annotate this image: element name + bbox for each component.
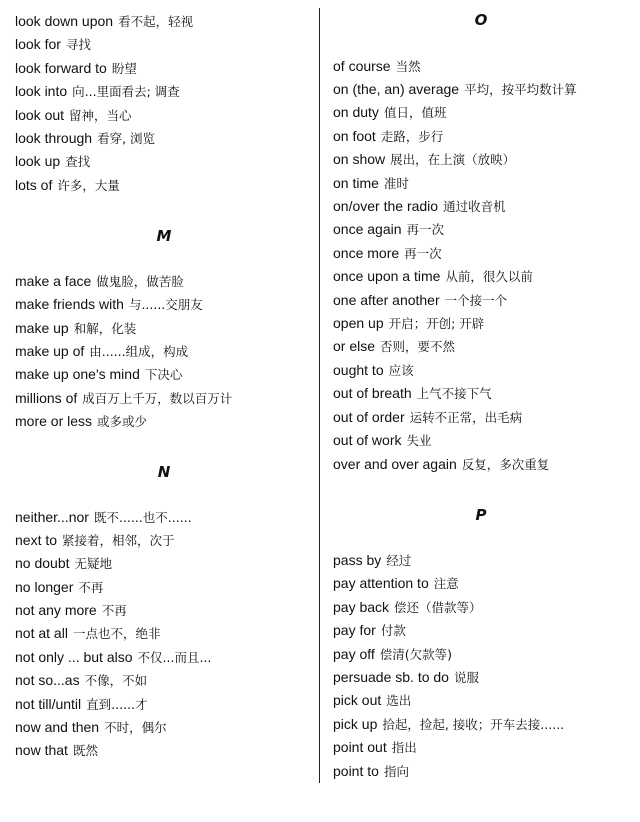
phrase-english: point to <box>333 763 379 779</box>
phrase-chinese: 运转不正常，出毛病 <box>409 410 523 425</box>
phrase-entry <box>333 551 411 570</box>
phrase-entry <box>333 267 533 286</box>
phrase-chinese: 许多，大量 <box>57 178 120 193</box>
phrase-entry <box>15 741 98 760</box>
phrase-chinese: 通过收音机 <box>443 199 506 214</box>
phrase-chinese: 走路，步行 <box>380 129 444 144</box>
phrase-english: on time <box>333 175 379 191</box>
phrase-chinese: 由......组成，构成 <box>89 344 189 359</box>
phrase-chinese: 再一次 <box>406 222 445 237</box>
phrase-english: one after another <box>333 292 440 308</box>
phrase-english: on (the, an) average <box>333 81 460 97</box>
phrase-chinese: 不再 <box>101 603 127 618</box>
phrase-chinese: 一点也不，绝非 <box>72 626 161 641</box>
phrase-entry <box>333 668 479 687</box>
phrase-chinese: 反复，多次重复 <box>461 457 550 472</box>
phrase-chinese: 寻找 <box>65 37 91 52</box>
phrase-chinese: 选出 <box>386 693 412 708</box>
phrase-entry <box>15 82 180 101</box>
phrase-english: pass by <box>333 552 382 568</box>
phrase-entry <box>15 648 211 667</box>
phrase-english: on/over the radio <box>333 198 439 214</box>
section-letter-m: M <box>156 227 172 245</box>
phrase-entry <box>333 174 409 193</box>
phrase-chinese: 说服 <box>453 670 479 685</box>
phrase-entry <box>15 59 137 78</box>
phrase-chinese: 付款 <box>380 623 406 638</box>
phrase-english: now that <box>15 742 68 758</box>
phrase-chinese: 查找 <box>65 154 91 169</box>
phrase-entry <box>333 431 432 450</box>
phrase-entry <box>15 272 184 291</box>
phrase-chinese: 不时，偶尔 <box>104 720 167 735</box>
phrase-english: make friends with <box>15 296 124 312</box>
phrase-chinese: 或多或少 <box>97 414 148 429</box>
phrase-entry <box>333 220 444 239</box>
phrase-chinese: 准时 <box>383 176 409 191</box>
phrase-chinese: 偿还（借款等） <box>394 600 482 615</box>
phrase-chinese: 指向 <box>383 764 409 779</box>
phrase-english: not till/until <box>15 696 82 712</box>
phrase-chinese: 不仅...而且... <box>137 650 212 665</box>
phrase-english: neither...nor <box>15 509 89 525</box>
phrase-entry <box>333 197 506 216</box>
phrase-english: pay for <box>333 622 376 638</box>
phrase-entry <box>333 691 411 710</box>
phrase-entry <box>15 319 136 338</box>
phrase-entry <box>333 762 409 781</box>
section-letter-p: P <box>475 506 487 524</box>
phrase-entry <box>333 384 492 403</box>
section-letter-o: O <box>474 11 488 29</box>
phrase-entry <box>15 412 147 431</box>
phrase-english: pay back <box>333 599 390 615</box>
phrase-chinese: 不像，不如 <box>84 673 148 688</box>
phrase-english: out of work <box>333 432 402 448</box>
phrase-entry <box>15 176 120 195</box>
phrase-chinese: 看不起，轻视 <box>118 14 194 29</box>
phrase-chinese: 从前，很久以前 <box>445 269 533 284</box>
phrase-entry <box>333 80 577 99</box>
phrase-english: make up <box>15 320 69 336</box>
phrase-entry <box>333 361 414 380</box>
phrase-english: on show <box>333 151 386 167</box>
phrase-chinese: 偿清(欠款等) <box>379 647 453 662</box>
phrase-english: make up one's mind <box>15 366 140 382</box>
phrase-english: now and then <box>15 719 100 735</box>
phrase-entry <box>333 57 421 76</box>
phrase-english: persuade sb. to do <box>333 669 449 685</box>
phrase-english: out of breath <box>333 385 412 401</box>
phrase-chinese: 否则，要不然 <box>380 339 456 354</box>
phrase-english: look up <box>15 153 61 169</box>
phrase-entry <box>15 365 182 384</box>
phrase-entry <box>333 127 443 146</box>
phrase-chinese: 应该 <box>388 363 414 378</box>
phrase-entry <box>15 35 91 54</box>
phrase-chinese: 失业 <box>406 433 432 448</box>
phrase-english: open up <box>333 315 384 331</box>
phrase-english: not at all <box>15 625 68 641</box>
phrase-chinese: 向...里面看去; 调查 <box>72 84 180 99</box>
phrase-entry <box>333 574 459 593</box>
phrase-entry <box>333 150 515 169</box>
phrase-chinese: 上气不接下气 <box>416 386 492 401</box>
phrase-english: pick out <box>333 692 382 708</box>
phrase-english: look down upon <box>15 13 114 29</box>
phrase-english: look into <box>15 83 68 99</box>
phrase-entry <box>15 531 175 550</box>
phrase-entry <box>333 408 522 427</box>
phrase-entry <box>333 645 452 664</box>
phrase-chinese: 看穿, 浏览 <box>97 131 156 146</box>
phrase-chinese: 平均，按平均数计算 <box>464 82 577 97</box>
phrase-entry <box>15 578 103 597</box>
phrase-entry <box>333 455 549 474</box>
phrase-entry <box>15 152 90 171</box>
phrase-entry <box>15 695 148 714</box>
phrase-english: look out <box>15 107 65 123</box>
phrase-entry <box>15 12 193 31</box>
phrase-english: of course <box>333 58 391 74</box>
phrase-english: or else <box>333 338 376 354</box>
phrase-english: pick up <box>333 716 378 732</box>
phrase-entry <box>333 244 442 263</box>
phrase-english: on foot <box>333 128 376 144</box>
phrase-entry <box>15 718 167 737</box>
phrase-entry <box>333 337 455 356</box>
phrase-chinese: 既不......也不...... <box>93 510 192 525</box>
phrase-english: look for <box>15 36 61 52</box>
phrase-english: no doubt <box>15 555 70 571</box>
phrase-entry <box>15 508 192 527</box>
phrase-chinese: 既然 <box>72 743 98 758</box>
phrase-entry <box>333 738 417 757</box>
phrase-english: not only ... but also <box>15 649 133 665</box>
phrase-english: next to <box>15 532 58 548</box>
phrase-english: millions of <box>15 390 78 406</box>
phrase-entry <box>15 106 132 125</box>
phrase-english: ought to <box>333 362 384 378</box>
phrase-english: pay off <box>333 646 375 662</box>
phrase-chinese: 开启；开创; 开辟 <box>388 316 485 331</box>
phrase-chinese: 展出，在上演（放映） <box>390 152 516 167</box>
phrase-english: once upon a time <box>333 268 441 284</box>
phrase-entry <box>333 314 484 333</box>
phrase-chinese: 值日，值班 <box>383 105 447 120</box>
phrase-english: once again <box>333 221 402 237</box>
phrase-chinese: 拾起，捡起, 接收；开车去接...... <box>382 717 565 732</box>
phrase-english: once more <box>333 245 400 261</box>
phrase-english: out of order <box>333 409 405 425</box>
phrase-chinese: 和解，化装 <box>73 321 137 336</box>
phrase-entry <box>333 598 482 617</box>
phrase-english: not any more <box>15 602 97 618</box>
phrase-chinese: 做鬼脸，做苦脸 <box>96 274 184 289</box>
phrase-english: look forward to <box>15 60 107 76</box>
phrase-english: point out <box>333 739 387 755</box>
phrase-chinese: 不再 <box>78 580 104 595</box>
phrase-english: more or less <box>15 413 93 429</box>
phrase-chinese: 一个接一个 <box>444 293 508 308</box>
phrase-english: no longer <box>15 579 74 595</box>
phrase-entry <box>15 601 127 620</box>
phrase-entry <box>15 342 188 361</box>
phrase-english: look through <box>15 130 93 146</box>
phrase-entry <box>333 103 446 122</box>
phrase-english: make up of <box>15 343 85 359</box>
phrase-entry <box>333 715 564 734</box>
phrase-english: lots of <box>15 177 53 193</box>
column-divider <box>319 8 320 783</box>
phrase-chinese: 留神，当心 <box>69 108 132 123</box>
phrase-chinese: 直到......才 <box>86 697 148 712</box>
phrase-entry <box>333 291 507 310</box>
phrase-chinese: 经过 <box>386 553 412 568</box>
phrase-chinese: 盼望 <box>111 61 137 76</box>
phrase-chinese: 与......交朋友 <box>128 297 203 312</box>
phrase-english: on duty <box>333 104 379 120</box>
phrase-chinese: 紧接着，相邻，次于 <box>62 533 175 548</box>
section-letter-n: N <box>157 463 171 481</box>
phrase-english: over and over again <box>333 456 457 472</box>
phrase-chinese: 无疑地 <box>74 556 113 571</box>
phrase-english: pay attention to <box>333 575 429 591</box>
phrase-chinese: 下决心 <box>144 367 183 382</box>
phrase-entry <box>15 671 147 690</box>
phrase-entry <box>15 624 160 643</box>
phrase-entry <box>15 389 232 408</box>
phrase-chinese: 注意 <box>433 576 459 591</box>
phrase-entry <box>15 554 112 573</box>
phrase-entry <box>15 295 203 314</box>
phrase-entry <box>15 129 155 148</box>
phrase-chinese: 成百万上千万，数以百万计 <box>82 391 233 406</box>
phrase-chinese: 再一次 <box>404 246 442 261</box>
phrase-english: make a face <box>15 273 92 289</box>
phrase-chinese: 指出 <box>391 740 417 755</box>
phrase-english: not so...as <box>15 672 80 688</box>
phrase-entry <box>333 621 406 640</box>
phrase-chinese: 当然 <box>395 59 421 74</box>
